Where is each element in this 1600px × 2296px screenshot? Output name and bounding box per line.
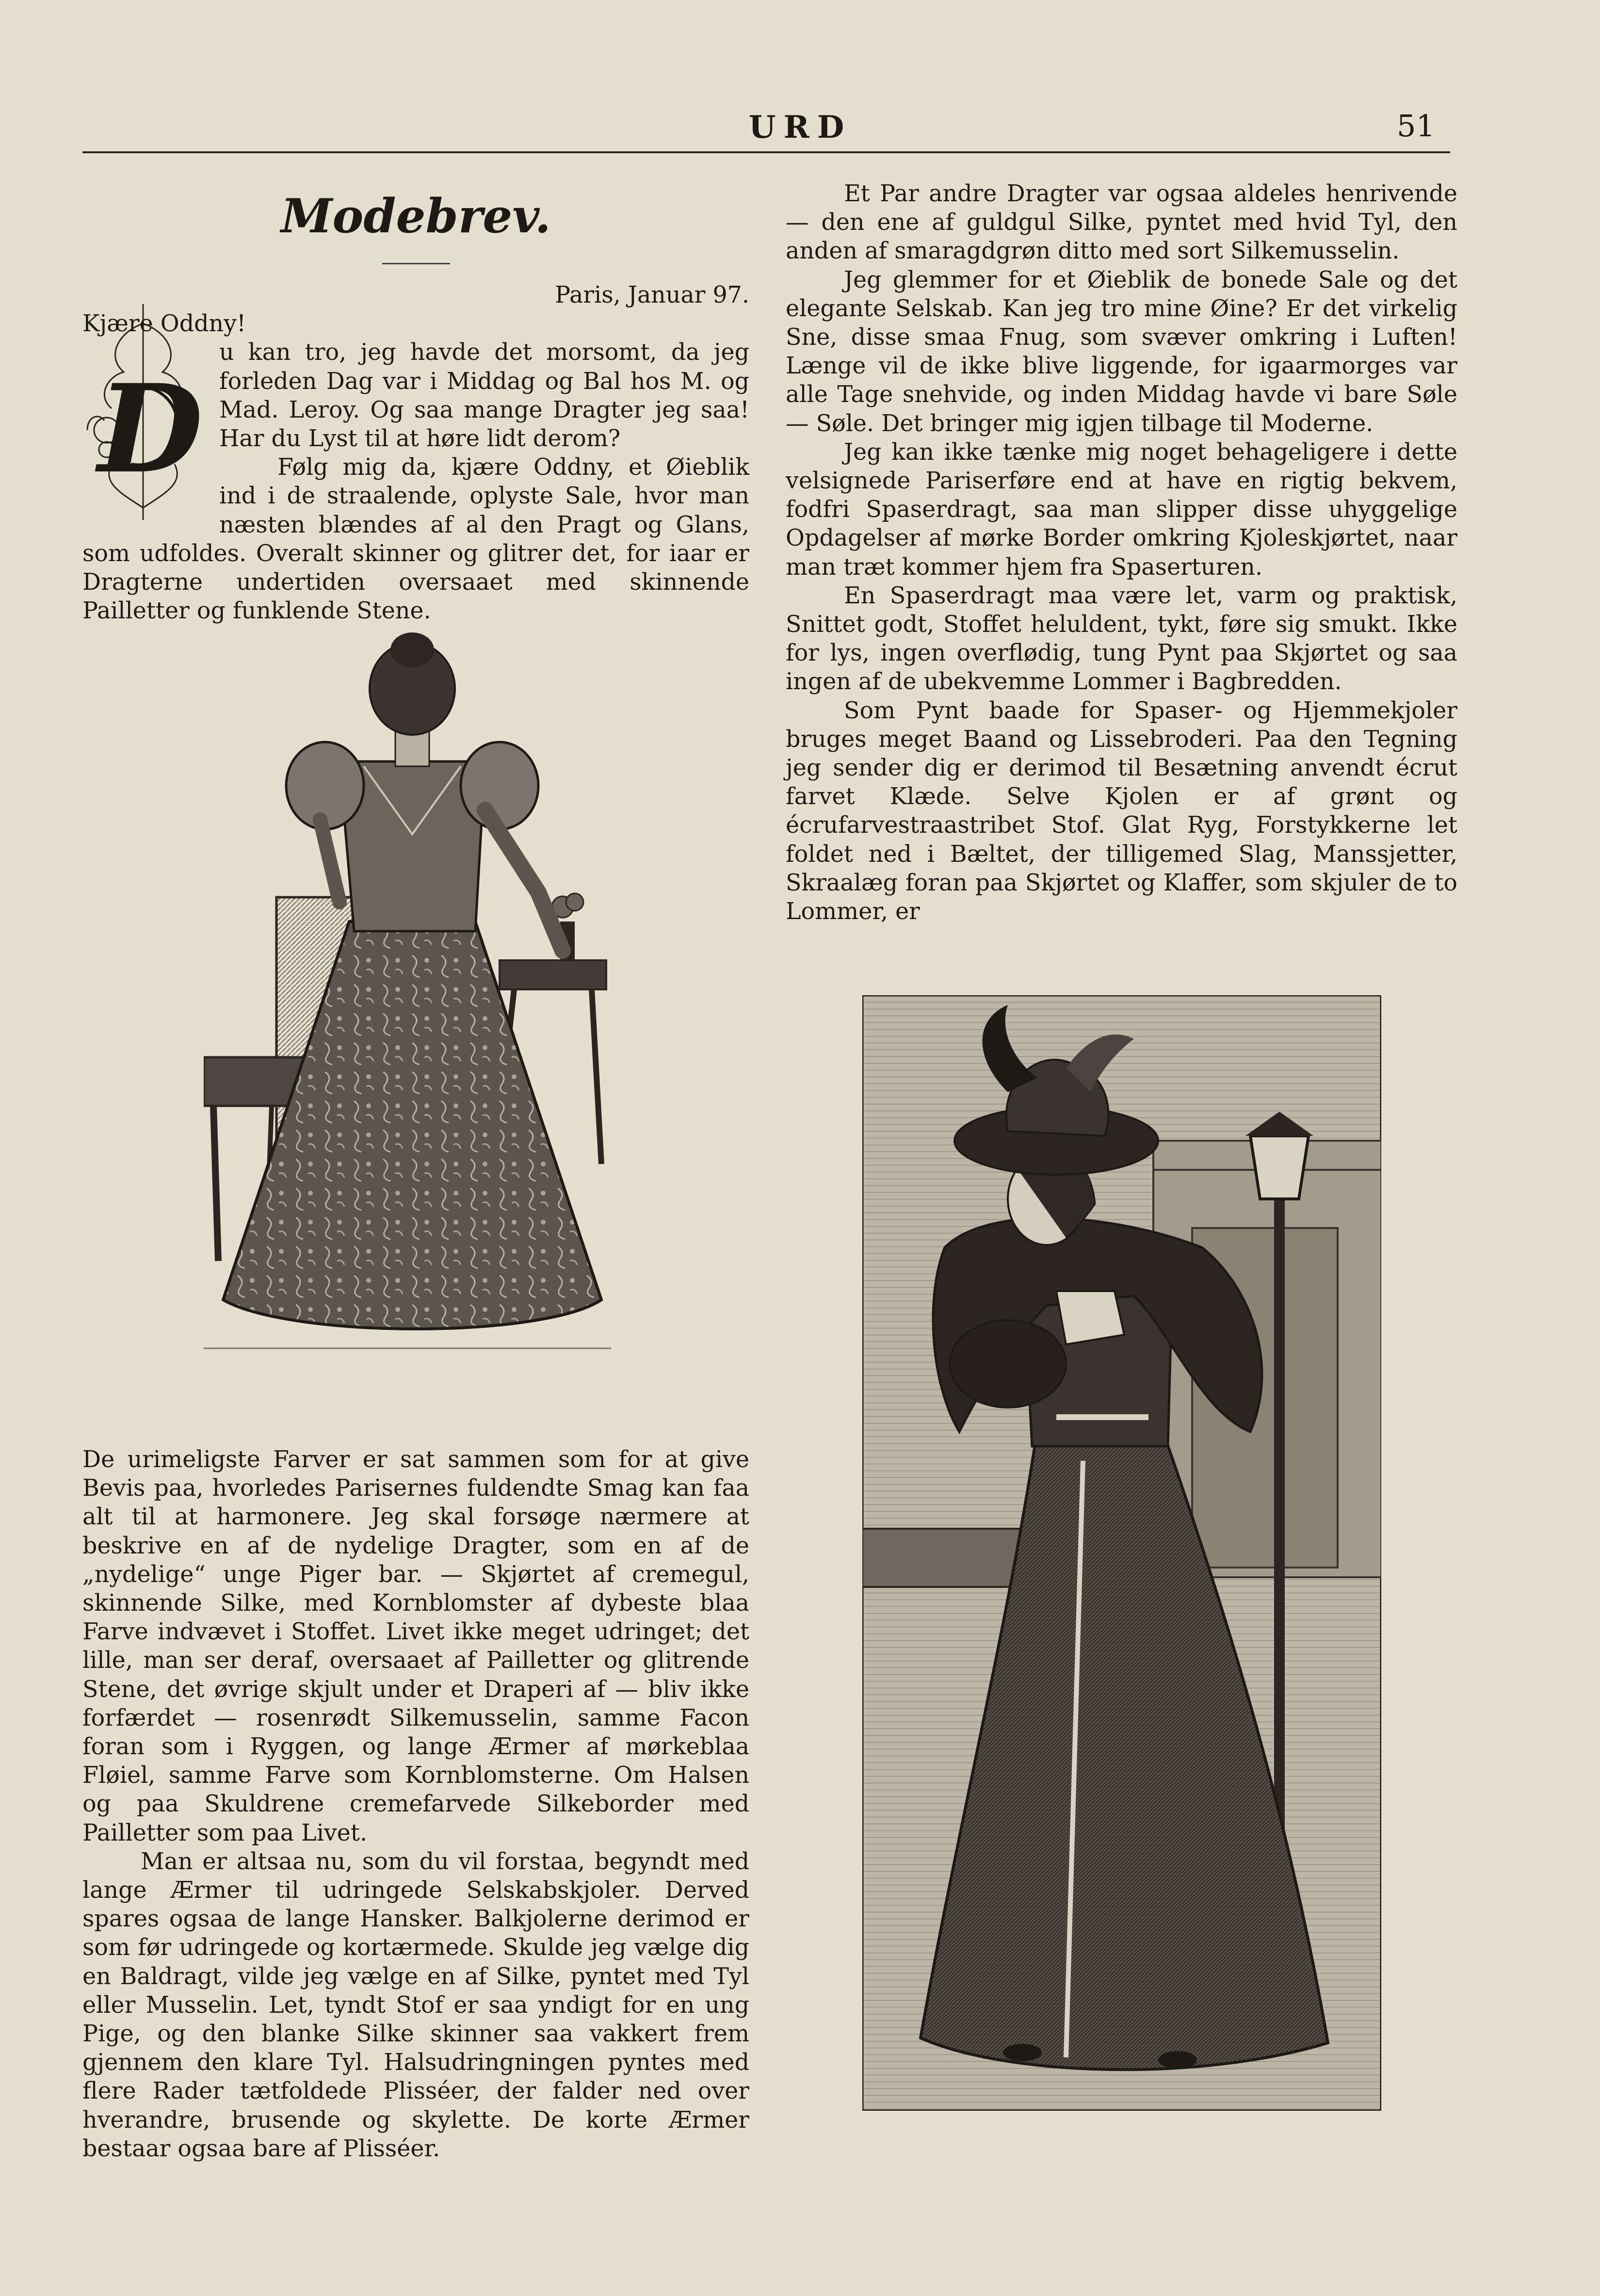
dateline: Paris, Januar 97. (555, 282, 749, 308)
drop-cap-letter: D (97, 357, 203, 501)
paragraph: Jeg kan ikke tænke mig noget behageligere i dette velsignede Pariserføre end at have en rigtig bekvem, fodfri Spaserdragt, saa man slipper disse uhyggelige Opdagelser af mørke Border omkring Kjoleskjørtet, naar man træt kommer hjem fra Spaserturen. (786, 438, 1457, 581)
left-column-top (82, 187, 749, 625)
salutation: Kjære Oddny! (82, 310, 246, 338)
paragraph: Følg mig da, kjære Oddny, et Øieblik ind i de straalende, oplyste Sale, hvor man næsten blændes af al den Pragt og Glans, som udfoldes. Overalt skinner og glitrer det, for iaar er Dragterne undertiden oversaaet med skinnende Pailletter og funklende Stene. (82, 454, 749, 625)
running-header (0, 99, 1600, 158)
woman-ball-gown-back-view-icon (204, 631, 611, 1407)
walking-dress-illustration (862, 995, 1381, 2111)
header-rule (82, 151, 1450, 153)
title-separator (382, 263, 450, 264)
right-paragraphs (786, 179, 1457, 926)
paragraph: Jeg glemmer for et Øieblik de bonede Sale og det elegante Selskab. Kan jeg tro mine Øine? Er det virkelig Sne, disse smaa Fnug, som svæver omkring i Luften! Længe vil de ikke blive liggende, for igaarmorges var alle Tage snehvide, og inden Middag havde vi bare Søle — Søle. Det bringer mig igjen tilbage til Moderne. (786, 266, 1457, 437)
paragraph: u kan tro, jeg havde det morsomt, da jeg forleden Dag var i Middag og Bal hos M. og Mad. Leroy. Og saa mange Dragter jeg saa! Har du Lyst til at høre lidt derom? (219, 339, 749, 453)
article-title: Modebrev. (281, 189, 551, 243)
woman-walking-dress-street-lamp-icon (862, 995, 1381, 2111)
journal-name: URD (748, 109, 852, 146)
left-bottom-paragraphs (82, 1445, 749, 2163)
paragraph: En Spaserdragt maa være let, varm og praktisk, Snittet godt, Stoffet heluldent, tykt, føre sig smukt. Ikke for lys, ingen overflødig, tung Pynt paa Skjørtet og saa ingen af de ubekvemme Lommer i Bagbredden. (786, 582, 1457, 695)
right-column (786, 179, 1457, 926)
ball-gown-illustration (204, 631, 611, 1407)
paragraph: Man er altsaa nu, som du vil forstaa, begyndt med lange Ærmer til udringede Selskabskjoler. Derved spares ogsaa de lange Hansker. Balkjolerne derimod er som før udringede og kortærmede. Skulde jeg vælge dig en Baldragt, vilde jeg vælge en af Silke, pyntet med Tyl eller Musselin. Let, tyndt Stof er saa yndigt for en ung Pige, og den blanke Silke skinner saa vakkert frem gjennem den klare Tyl. Halsudringningen pyntes med flere Rader tætfoldede Plisséer, der falder ned over hverandre, brusende og skylette. De korte Ærmer bestaar ogsaa bare af Plisséer. (82, 1848, 749, 2162)
paragraph: Et Par andre Dragter var ogsaa aldeles henrivende — den ene af guldgul Silke, pyntet med hvid Tyl, den anden af smaragdgrøn ditto med sort Silkemusselin. (786, 180, 1457, 265)
paragraph: Som Pynt baade for Spaser- og Hjemmekjoler bruges meget Baand og Lissebroderi. Paa den Tegning jeg sender dig er derimod til Besætning anvendt écrut farvet Klæde. Selve Kjolen er af grønt og écrufarvestraastribet Stof. Glat Ryg, Forstykkerne let foldet ned i Bæltet, der tilligemed Slag, Manssjetter, Skraalæg foran paa Skjørtet og Klaffer, som skjuler de to Lommer, er (786, 697, 1457, 925)
page-number: 51 (1397, 108, 1435, 144)
paragraph: De urimeligste Farver er sat sammen som for at give Bevis paa, hvorledes Parisernes fuldendte Smag kan faa alt til at harmonere. Jeg skal forsøge nærmere at beskrive en af de nydelige Dragter, som en af de „nydelige“ unge Piger bar. — Skjørtet af cremegul, skinnende Silke, med Kornblomster af dybeste blaa Farve indvævet i Stoffet. Livet ikke meget udringet; det lille, man ser deraf, oversaaet af Pailletter og glitrende Stene, det øvrige skjult under et Draperi af — bliv ikke forfærdet — rosenrødt Silkemusselin, samme Facon foran som i Ryggen, og lange Ærmer af mørkeblaa Fløiel, samme Farve som Kornblomsterne. Om Halsen og paa Skuldrene cremefarvede Silkeborder med Pailletter som paa Livet. (82, 1446, 749, 1846)
left-column-bottom (82, 1445, 749, 2163)
